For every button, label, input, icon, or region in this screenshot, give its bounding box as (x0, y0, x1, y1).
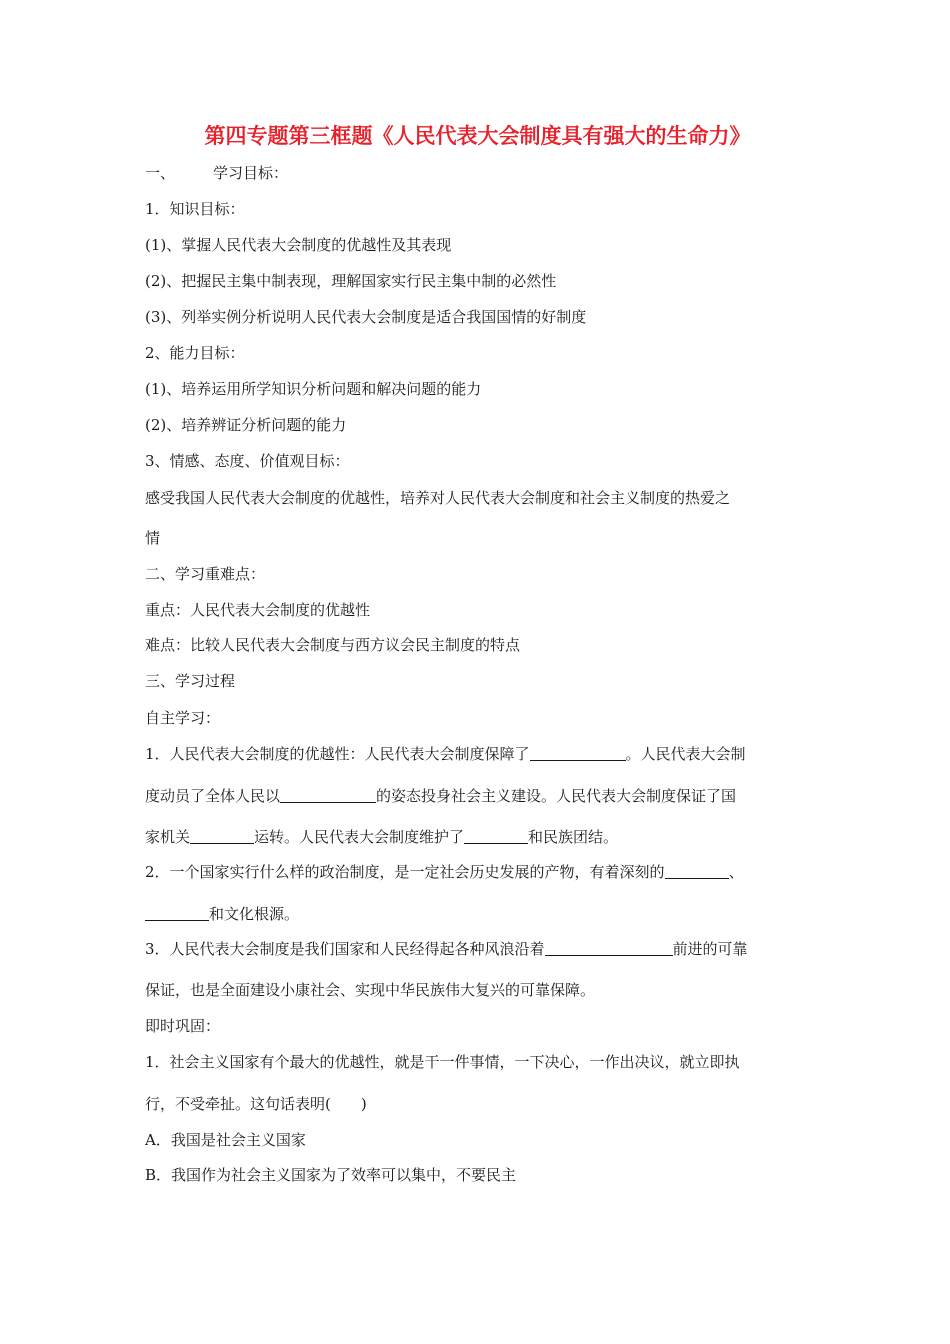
section-3-heading: 三、学习过程 (145, 672, 236, 690)
self-study-heading: 自主学习： (145, 709, 221, 727)
document-title: 第四专题第三框题《人民代表大会制度具有强大的生命力》 (204, 123, 751, 148)
practice-option-b: B．我国作为社会主义国家为了效率可以集中，不要民主 (145, 1166, 517, 1184)
question-2-text-b: 、 (728, 863, 744, 881)
practice-heading: 即时巩固： (145, 1017, 221, 1035)
question-1-text-e: 家机关 (145, 828, 191, 846)
fill-blank[interactable] (280, 788, 376, 803)
question-1-text-c: 度动员了全体人民以 (145, 787, 281, 805)
question-1-text-g: 和民族团结。 (528, 828, 619, 846)
question-1-line-2 (145, 785, 810, 807)
section-2-heading: 二、学习重难点： (145, 565, 266, 583)
fill-blank[interactable] (464, 829, 528, 844)
ability-goal-heading: 2、能力目标： (145, 344, 245, 362)
practice-question-line-1: 1．社会主义国家有个最大的优越性，就是干一件事情，一下决心，一作出决议，就立即执 (145, 1053, 740, 1071)
fill-blank[interactable] (530, 746, 626, 761)
question-3-text-b: 前进的可靠 (672, 940, 748, 958)
difficult-point: 难点：比较人民代表大会制度与西方议会民主制度的特点 (145, 636, 521, 654)
fill-blank[interactable] (145, 906, 209, 921)
emotion-goal-heading: 3、情感、态度、价值观目标： (145, 452, 350, 470)
fill-blank[interactable] (190, 829, 254, 844)
question-2-text-c: 和文化根源。 (209, 905, 300, 923)
knowledge-goal-heading: 1．知识目标： (145, 200, 245, 218)
emotion-goal-text-line-2: 情 (145, 529, 161, 547)
question-3-line-2: 保证，也是全面建设小康社会、实现中华民族伟大复兴的可靠保障。 (145, 981, 596, 999)
ability-goal-item-2: (2)、培养辨证分析问题的能力 (145, 416, 347, 434)
knowledge-goal-item-1: (1)、掌握人民代表大会制度的优越性及其表现 (145, 236, 452, 254)
question-1-text-d: 的姿态投身社会主义建设。人民代表大会制度保证了国 (376, 787, 737, 805)
fill-blank[interactable] (545, 941, 673, 956)
question-1-line-3 (145, 826, 810, 848)
ability-goal-item-1: (1)、培养运用所学知识分析问题和解决问题的能力 (145, 380, 482, 398)
practice-question-line-2: 行，不受牵扯。这句话表明( ) (145, 1095, 367, 1113)
question-2-line-1 (145, 861, 810, 883)
question-2-text-a: 2．一个国家实行什么样的政治制度，是一定社会历史发展的产物，有着深刻的 (145, 863, 665, 881)
question-3-text-a: 3．人民代表大会制度是我们国家和人民经得起各种风浪沿着 (145, 940, 545, 958)
question-1-text-a: 1．人民代表大会制度的优越性：人民代表大会制度保障了 (145, 745, 530, 763)
question-2-line-2 (145, 903, 810, 925)
knowledge-goal-item-3: (3)、列举实例分析说明人民代表大会制度是适合我国国情的好制度 (145, 308, 587, 326)
knowledge-goal-item-2: (2)、把握民主集中制表现，理解国家实行民主集中制的必然性 (145, 272, 557, 290)
question-1-text-f: 运转。人民代表大会制度维护了 (254, 828, 465, 846)
section-1-number: 一、 (145, 164, 176, 182)
fill-blank[interactable] (665, 864, 729, 879)
practice-option-a: A．我国是社会主义国家 (145, 1131, 306, 1149)
question-3-line-1 (145, 938, 810, 960)
emotion-goal-text-line-1: 感受我国人民代表大会制度的优越性，培养对人民代表大会制度和社会主义制度的热爱之 (145, 489, 731, 507)
question-1-text-b: 。人民代表大会制 (625, 745, 746, 763)
key-point: 重点：人民代表大会制度的优越性 (145, 601, 371, 619)
question-1-line-1 (145, 743, 810, 765)
section-1-heading (145, 162, 810, 184)
section-1-label: 学习目标： (213, 164, 289, 182)
